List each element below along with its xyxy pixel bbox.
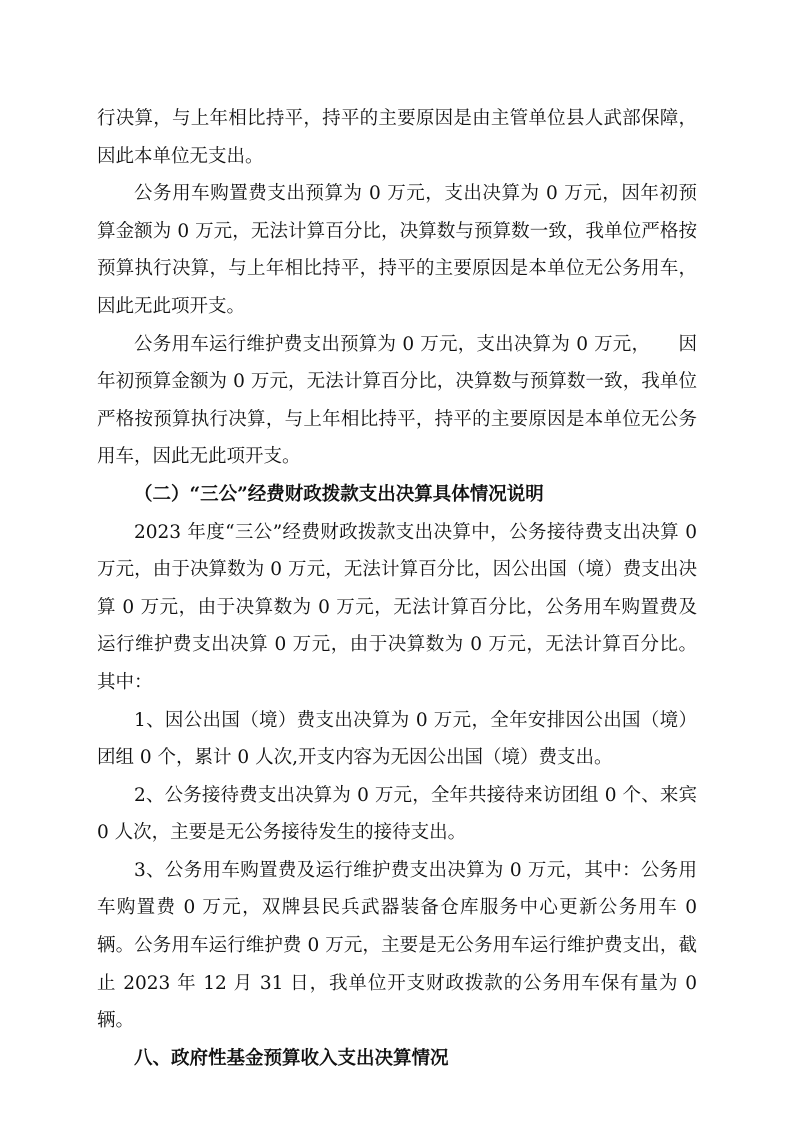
section-heading-three-public: （二）“三公”经费财政拨款支出决算具体情况说明 — [134, 483, 544, 505]
paragraph-three-public-summary: 2023 年度“三公”经费财政拨款支出决算中，公务接待费支出决算 0 万元，由于决算数为 0 万元，无法计算百分比，因公出国（境）费支出决算 0 万元，由于决算数为 0 万元，无法计算百分比，公务用车购置费及运行维护费支出决算 0 万元，由于决算数为 0 万元，无法计算百分比。其中： — [97, 521, 697, 693]
paragraph-vehicle-maintenance: 公务用车运行维护费支出预算为 0 万元，支出决算为 0 万元， 因年初预算金额为 0 万元，无法计算百分比，决算数与预算数一致，我单位严格按预算执行决算，与上年相比持平，持平的主要原因是本单位无公务用车，因此无此项开支。 — [97, 333, 697, 468]
paragraph-item-1-overseas: 1、因公出国（境）费支出决算为 0 万元，全年安排因公出国（境）团组 0 个，累计 0 人次,开支内容为无因公出国（境）费支出。 — [97, 709, 697, 769]
paragraph-item-2-reception: 2、公务接待费支出决算为 0 万元，全年共接待来访团组 0 个、来宾 0 人次，主要是无公务接待发生的接待支出。 — [97, 784, 697, 844]
document-body — [97, 100, 697, 1077]
paragraph-vehicle-purchase: 公务用车购置费支出预算为 0 万元，支出决算为 0 万元，因年初预算金额为 0 万元，无法计算百分比，决算数与预算数一致，我单位严格按预算执行决算，与上年相比持平，持平的主要原因是本单位无公务用车，因此无此项开支。 — [97, 183, 697, 317]
paragraph-item-3-vehicles: 3、公务用车购置费及运行维护费支出决算为 0 万元，其中：公务用车购置费 0 万元，双牌县民兵武器装备仓库服务中心更新公务用车 0 辆。公务用车运行维护费 0 万元，主要是无公务用车运行维护费支出，截止 2023 年 12 月 31 日，我单位开支财政拨款的公务用车保有量为 0 辆。 — [97, 859, 697, 1032]
section-heading-government-funds: 八、政府性基金预算收入支出决算情况 — [134, 1047, 449, 1069]
paragraph-continuation: 行决算，与上年相比持平，持平的主要原因是由主管单位县人武部保障，因此本单位无支出。 — [97, 108, 697, 167]
